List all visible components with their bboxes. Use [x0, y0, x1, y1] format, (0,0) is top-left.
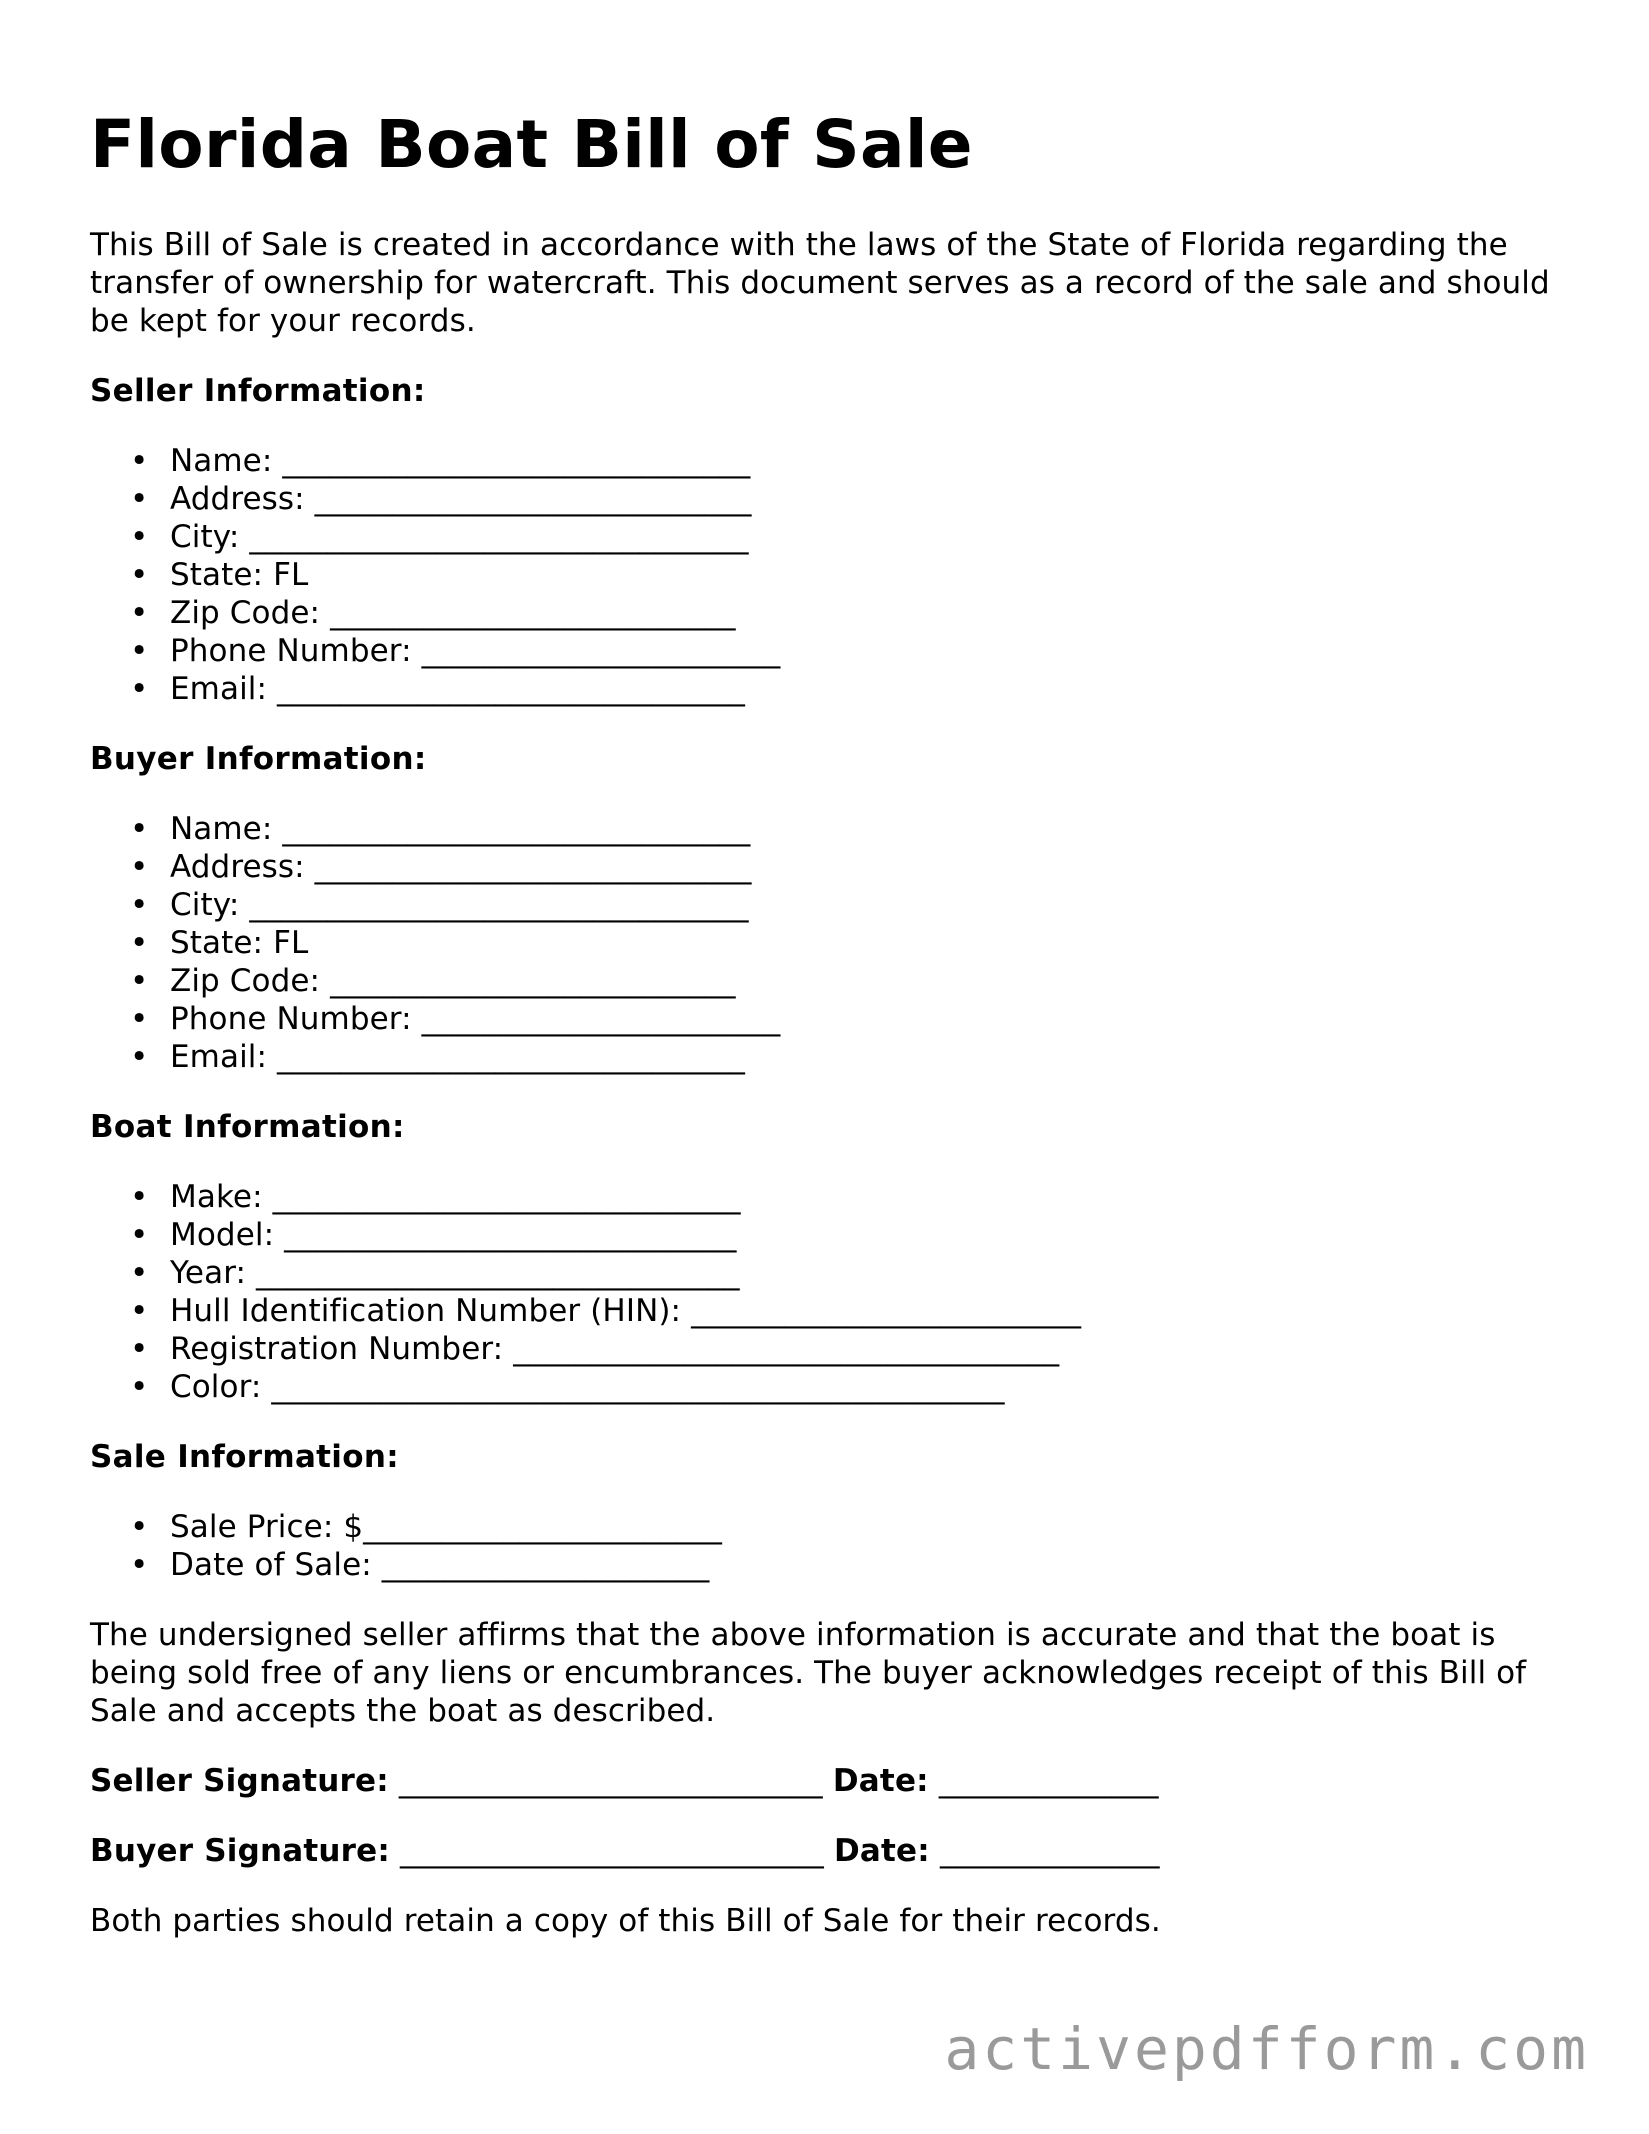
field-value[interactable]: ________________________________ [249, 519, 749, 556]
field-value[interactable]: _______________________________________________ [271, 1369, 1005, 1406]
field-item [130, 848, 1570, 886]
buyer-signature-label: Buyer Signature: [90, 1833, 390, 1870]
bullet-icon: • [130, 557, 149, 594]
field-value[interactable]: FL [273, 557, 309, 594]
field-value[interactable]: _____________________________ [284, 1217, 737, 1254]
seller-date-label: Date: [832, 1763, 929, 1800]
field-item [130, 1508, 1570, 1546]
field-value[interactable]: ______________________________ [282, 443, 751, 480]
field-value[interactable]: ______________________________ [277, 671, 746, 708]
bullet-icon: • [130, 925, 149, 962]
field-item [130, 924, 1570, 962]
field-value[interactable]: ______________________________ [277, 1039, 746, 1076]
field-value[interactable]: ________________________________ [249, 887, 749, 924]
bullet-icon: • [130, 519, 149, 556]
bullet-icon: • [130, 671, 149, 708]
field-item [130, 1254, 1570, 1292]
field-value[interactable]: _________________________ [691, 1293, 1082, 1330]
field-value[interactable]: _____________________ [381, 1547, 710, 1584]
field-item [130, 1330, 1570, 1368]
document-page [90, 105, 1570, 1940]
field-label: Hull Identification Number (HIN): [170, 1293, 682, 1330]
field-label: Color: [170, 1369, 262, 1406]
bullet-icon: • [130, 1255, 149, 1292]
bullet-icon: • [130, 811, 149, 848]
field-label: Zip Code: [170, 595, 321, 632]
field-label: Year: [170, 1255, 247, 1292]
field-label: Registration Number: [170, 1331, 504, 1368]
buyer-signature-line[interactable]: ___________________________ [400, 1833, 824, 1870]
boat-heading: Boat Information: [90, 1109, 405, 1146]
field-value[interactable]: _______________________ [421, 633, 781, 670]
buyer-fields [90, 810, 1570, 1076]
intro-paragraph: This Bill of Sale is created in accordance with the laws of the State of Florida regarding the transfer of ownership for watercraft. This document serves as a record of the sale and should be kept for your records. [90, 227, 1550, 340]
field-label: Sale Price: $ [170, 1509, 364, 1546]
field-value[interactable]: FL [273, 925, 309, 962]
field-item [130, 1038, 1570, 1076]
bullet-icon: • [130, 1509, 149, 1546]
field-label: Address: [170, 849, 305, 886]
field-value[interactable]: _______________________________ [256, 1255, 740, 1292]
bullet-icon: • [130, 887, 149, 924]
field-value[interactable]: _______________________ [421, 1001, 781, 1038]
field-label: Name: [170, 811, 273, 848]
bullet-icon: • [130, 1039, 149, 1076]
field-item [130, 594, 1570, 632]
field-item [130, 1000, 1570, 1038]
field-label: Address: [170, 481, 305, 518]
bullet-icon: • [130, 595, 149, 632]
field-label: Email: [170, 1039, 268, 1076]
bullet-icon: • [130, 1293, 149, 1330]
bullet-icon: • [130, 481, 149, 518]
buyer-date-label: Date: [833, 1833, 930, 1870]
bullet-icon: • [130, 1179, 149, 1216]
field-label: Email: [170, 671, 268, 708]
field-item [130, 1216, 1570, 1254]
field-label: Name: [170, 443, 273, 480]
buyer-heading: Buyer Information: [90, 741, 427, 778]
bullet-icon: • [130, 1547, 149, 1584]
field-item [130, 670, 1570, 708]
bullet-icon: • [130, 1331, 149, 1368]
field-label: Zip Code: [170, 963, 321, 1000]
field-label: State: [170, 925, 264, 962]
field-label: Date of Sale: [170, 1547, 372, 1584]
field-value[interactable]: __________________________ [330, 595, 736, 632]
field-label: Phone Number: [170, 633, 412, 670]
field-label: Phone Number: [170, 1001, 412, 1038]
field-label: City: [170, 519, 240, 556]
affirmation-paragraph: The undersigned seller affirms that the above information is accurate and that the boat is being sold free of any liens or encumbrances. The buyer acknowledges receipt of this Bill of Sale and accepts the boat as described. [90, 1617, 1527, 1730]
field-item [130, 480, 1570, 518]
field-item [130, 810, 1570, 848]
field-value[interactable]: __________________________ [330, 963, 736, 1000]
field-item [130, 962, 1570, 1000]
seller-fields [90, 442, 1570, 708]
bullet-icon: • [130, 1369, 149, 1406]
field-label: Make: [170, 1179, 263, 1216]
bullet-icon: • [130, 1217, 149, 1254]
bullet-icon: • [130, 1001, 149, 1038]
closing-paragraph: Both parties should retain a copy of this Bill of Sale for their records. [90, 1903, 1161, 1940]
bullet-icon: • [130, 963, 149, 1000]
buyer-date-line[interactable]: ______________ [939, 1833, 1160, 1870]
bullet-icon: • [130, 443, 149, 480]
seller-signature-row [90, 1762, 1570, 1800]
field-label: Model: [170, 1217, 275, 1254]
boat-fields [90, 1178, 1570, 1406]
field-label: State: [170, 557, 264, 594]
seller-date-line[interactable]: ______________ [938, 1763, 1159, 1800]
field-item [130, 442, 1570, 480]
field-item [130, 518, 1570, 556]
field-value[interactable]: ______________________________ [272, 1179, 741, 1216]
field-item [130, 632, 1570, 670]
field-item [130, 1368, 1570, 1406]
watermark: activepdfform.com [944, 2015, 1589, 2083]
field-value[interactable]: ______________________________ [282, 811, 751, 848]
field-label: City: [170, 887, 240, 924]
field-item [130, 1292, 1570, 1330]
field-value[interactable]: ____________________________ [314, 849, 752, 886]
sale-fields [90, 1508, 1570, 1584]
buyer-signature-row [90, 1832, 1570, 1870]
field-item [130, 1178, 1570, 1216]
seller-signature-line[interactable]: ___________________________ [398, 1763, 823, 1800]
field-item [130, 886, 1570, 924]
field-item [130, 1546, 1570, 1584]
sale-heading: Sale Information: [90, 1439, 399, 1476]
field-value[interactable]: ___________________________________ [513, 1331, 1060, 1368]
bullet-icon: • [130, 849, 149, 886]
field-value[interactable]: _______________________ [363, 1509, 722, 1546]
seller-heading: Seller Information: [90, 373, 426, 410]
seller-signature-label: Seller Signature: [90, 1763, 389, 1800]
field-item [130, 556, 1570, 594]
document-title: Florida Boat Bill of Sale [90, 106, 973, 183]
bullet-icon: • [130, 633, 149, 670]
field-value[interactable]: ____________________________ [314, 481, 752, 518]
